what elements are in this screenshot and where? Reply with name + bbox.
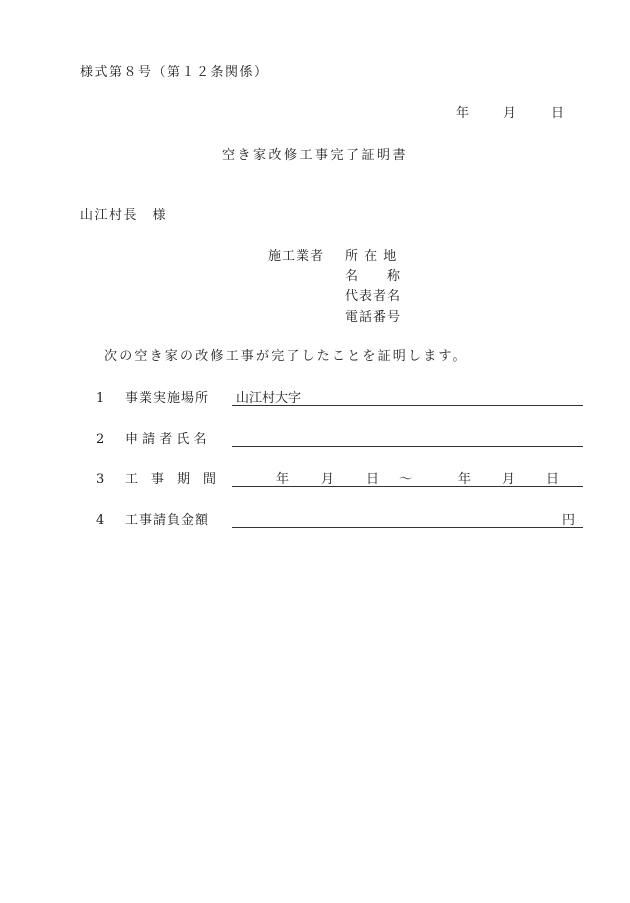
location-value: 山江村大字 [236, 391, 302, 406]
intro-statement: 次の空き家の改修工事が完了したことを証明します。 [104, 349, 468, 364]
item-number: 2 [96, 432, 105, 447]
period-end-day: 日 [546, 472, 560, 487]
item-label-location: 事業実施場所 [125, 391, 210, 406]
period-end-month: 月 [502, 472, 516, 487]
period-start-month: 月 [321, 472, 335, 487]
contractor-name-label: 名 称 [345, 269, 402, 284]
period-end-year: 年 [458, 472, 472, 487]
item-label-amount: 工事請負金額 [125, 513, 210, 528]
item-number: 3 [96, 472, 105, 487]
date-month-label: 月 [503, 106, 517, 121]
location-field-line[interactable] [232, 405, 583, 406]
contractor-representative-label: 代表者名 [345, 289, 402, 304]
period-field-line[interactable] [232, 486, 583, 487]
item-number: 4 [96, 513, 105, 528]
form-number-label: 様式第８号（第１２条関係） [80, 65, 269, 80]
date-day-label: 日 [551, 106, 565, 121]
contractor-phone-label: 電話番号 [345, 310, 402, 325]
contractor-heading: 施工業者 [268, 249, 325, 264]
amount-field-line[interactable] [232, 527, 583, 528]
addressee: 山江村長 様 [80, 208, 168, 223]
item-label-applicant: 申 請 者 氏 名 [125, 432, 207, 447]
applicant-name-field-line[interactable] [232, 446, 583, 447]
period-start-year: 年 [276, 472, 290, 487]
item-label-period: 工 事 期 間 [125, 472, 217, 487]
contractor-address-label: 所 在 地 [345, 249, 398, 264]
period-separator: 〜 [399, 472, 413, 487]
period-start-day: 日 [366, 472, 380, 487]
date-year-label: 年 [456, 106, 470, 121]
amount-unit: 円 [562, 513, 576, 528]
document-title: 空き家改修工事完了証明書 [221, 148, 408, 163]
item-number: 1 [96, 391, 105, 406]
